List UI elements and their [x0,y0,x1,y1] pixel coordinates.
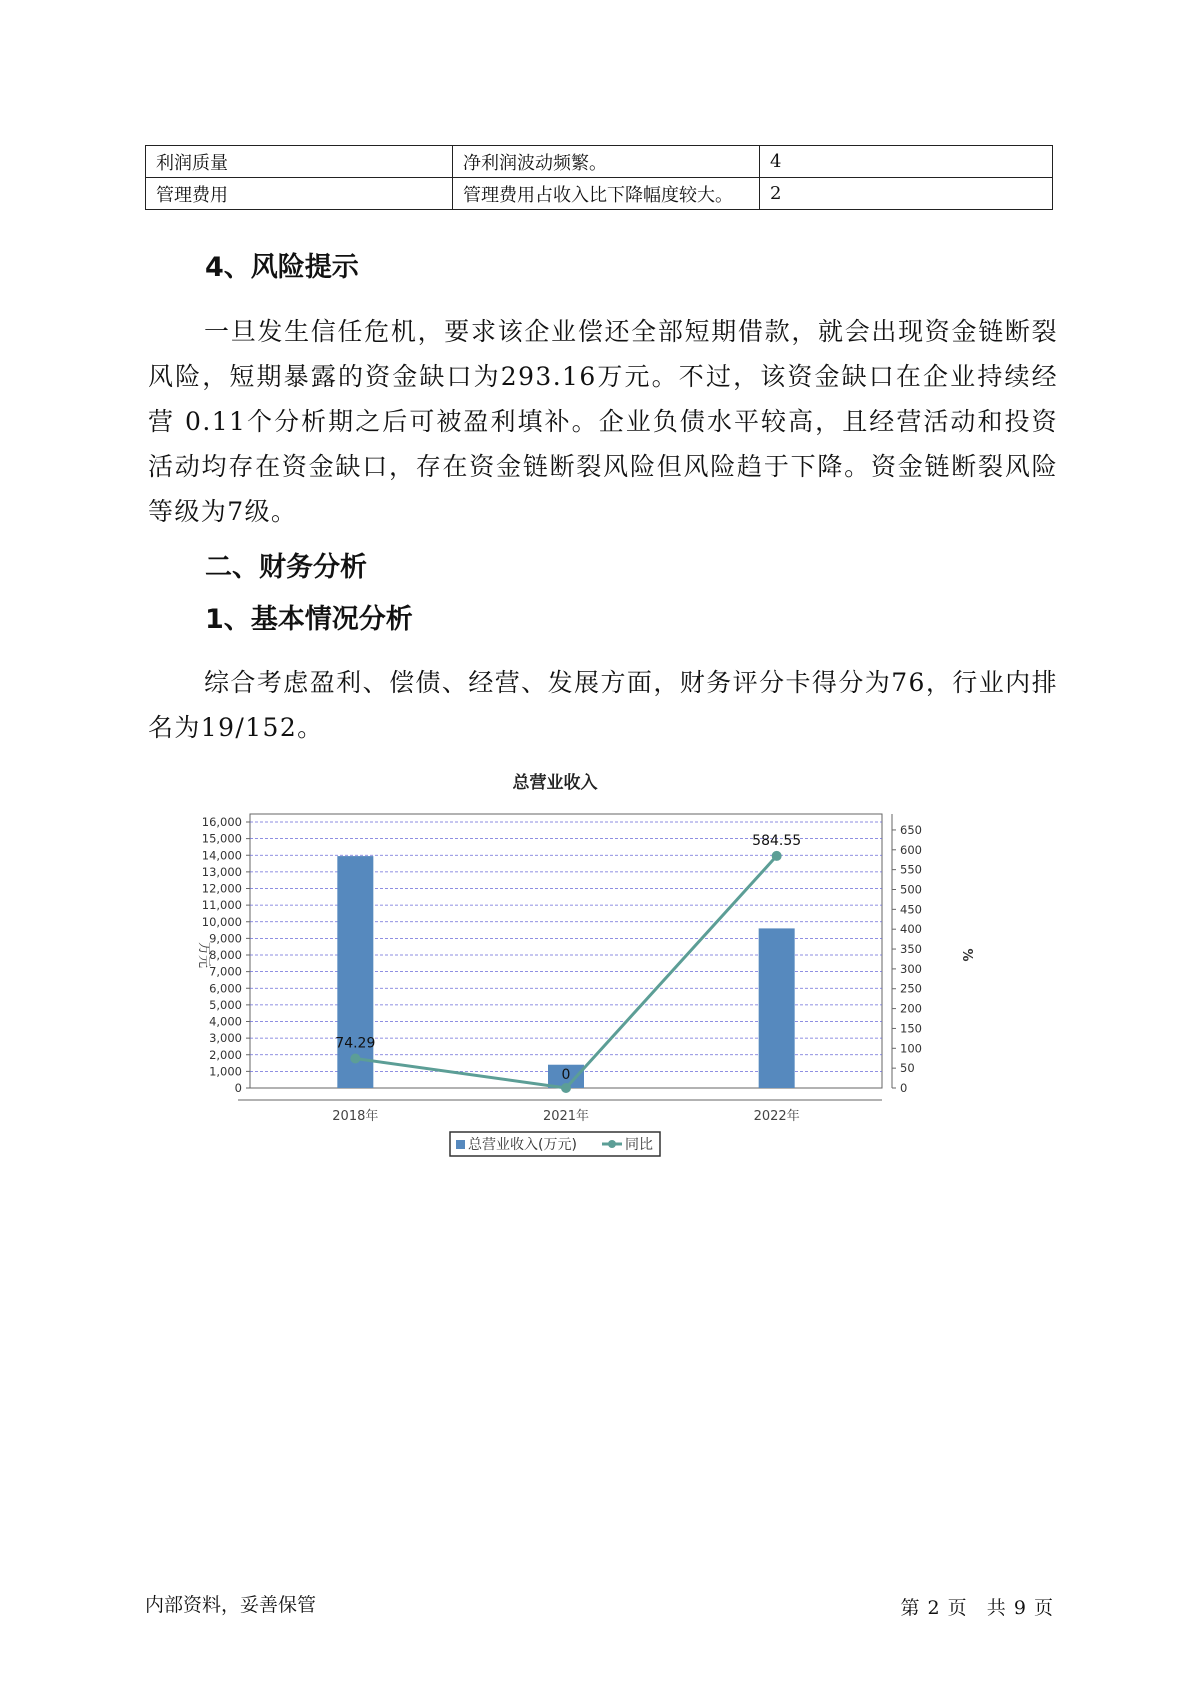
bar [335,856,376,1088]
table-cell-score: 4 [760,146,1053,178]
yoy-point [772,851,782,861]
total-prefix: 共 [986,1597,1006,1619]
revenue-chart-svg [170,770,1030,1230]
right-tick-label: 500 [900,882,922,897]
y2-axis-label: % [959,948,974,962]
left-tick-label: 11,000 [201,898,242,913]
table-row [146,146,1053,178]
page-number [898,1593,1053,1620]
legend-bar-label: 总营业收入(万元) [468,1137,577,1153]
table-cell-desc: 净利润波动频繁。 [453,146,760,178]
x-tick-label: 2018年 [332,1109,379,1124]
left-tick-label: 16,000 [201,815,242,829]
right-tick-label: 650 [900,822,922,837]
chart-title: 总营业收入 [512,773,598,793]
table-row [146,178,1053,210]
right-tick-label: 350 [900,942,922,957]
right-tick-label: 50 [900,1061,915,1076]
yoy-data-label: 0 [561,1067,571,1083]
right-tick-label: 100 [900,1041,922,1056]
left-tick-label: 4,000 [209,1014,242,1029]
indicator-table [145,145,1053,210]
right-tick-label: 200 [900,1001,922,1016]
bar [759,928,795,1088]
table-cell-score: 2 [760,178,1053,210]
finance-heading: 二、财务分析 [205,552,367,583]
total-unit: 页 [1033,1597,1053,1619]
left-tick-label: 9,000 [209,931,242,946]
table-cell-item: 管理费用 [146,178,453,210]
table-cell-desc: 管理费用占收入比下降幅度较大。 [453,178,760,210]
total-num: 9 [1013,1597,1026,1619]
right-tick-label: 550 [900,862,922,877]
left-tick-label: 6,000 [209,981,242,996]
page-num: 2 [927,1597,940,1619]
left-tick-label: 1,000 [209,1064,242,1079]
page-prefix: 第 [900,1597,920,1619]
left-tick-label: 3,000 [209,1031,242,1046]
right-tick-label: 150 [900,1021,922,1036]
yoy-data-label: 74.29 [335,1035,376,1052]
right-tick-label: 250 [900,981,922,996]
left-tick-label: 7,000 [209,964,242,979]
left-tick-label: 0 [234,1081,242,1095]
yoy-data-label: 584.55 [752,832,802,849]
revenue-chart [170,770,1030,1230]
basic-analysis-heading: 1、基本情况分析 [205,604,413,635]
yoy-point [561,1083,571,1093]
right-tick-label: 0 [900,1081,908,1095]
left-tick-label: 12,000 [201,881,242,896]
left-tick-label: 15,000 [201,831,242,846]
yoy-point [350,1054,360,1064]
right-tick-label: 400 [900,922,922,937]
legend-line-label: 同比 [625,1137,653,1153]
footer-confidential: 内部资料，妥善保管 [145,1594,317,1616]
basic-analysis-paragraph: 综合考虑盈利、偿债、经营、发展方面，财务评分卡得分为76，行业内排名为19/152。 [148,668,1058,742]
x-tick-label: 2021年 [542,1109,590,1124]
legend-bar-swatch [456,1140,465,1149]
risk-heading: 4、风险提示 [205,252,359,283]
right-tick-label: 600 [900,842,922,857]
left-tick-label: 10,000 [201,914,242,929]
left-tick-label: 13,000 [201,864,242,879]
right-tick-label: 450 [900,902,922,917]
left-tick-label: 14,000 [201,848,242,863]
page-unit: 页 [947,1597,967,1619]
left-tick-label: 2,000 [209,1047,242,1062]
legend-line-marker [608,1140,616,1148]
left-tick-label: 5,000 [209,997,242,1012]
left-tick-label: 8,000 [209,948,242,962]
table-cell-item: 利润质量 [146,146,453,178]
risk-paragraph: 一旦发生信任危机，要求该企业偿还全部短期借款，就会出现资金链断裂风险，短期暴露的资金缺口为293.16万元。不过，该资金缺口在企业持续经营 0.11个分析期之后可被盈利填补。企业负债水平较高，且经营活动和投资活动均存在资金缺口，存在资金链断裂风险但风险趋于下降。资金链断裂风险等级为7级。 [148,317,1058,526]
x-tick-label: 2022年 [753,1109,800,1124]
y-axis-label: 万元 [196,941,211,969]
right-tick-label: 300 [900,961,922,976]
